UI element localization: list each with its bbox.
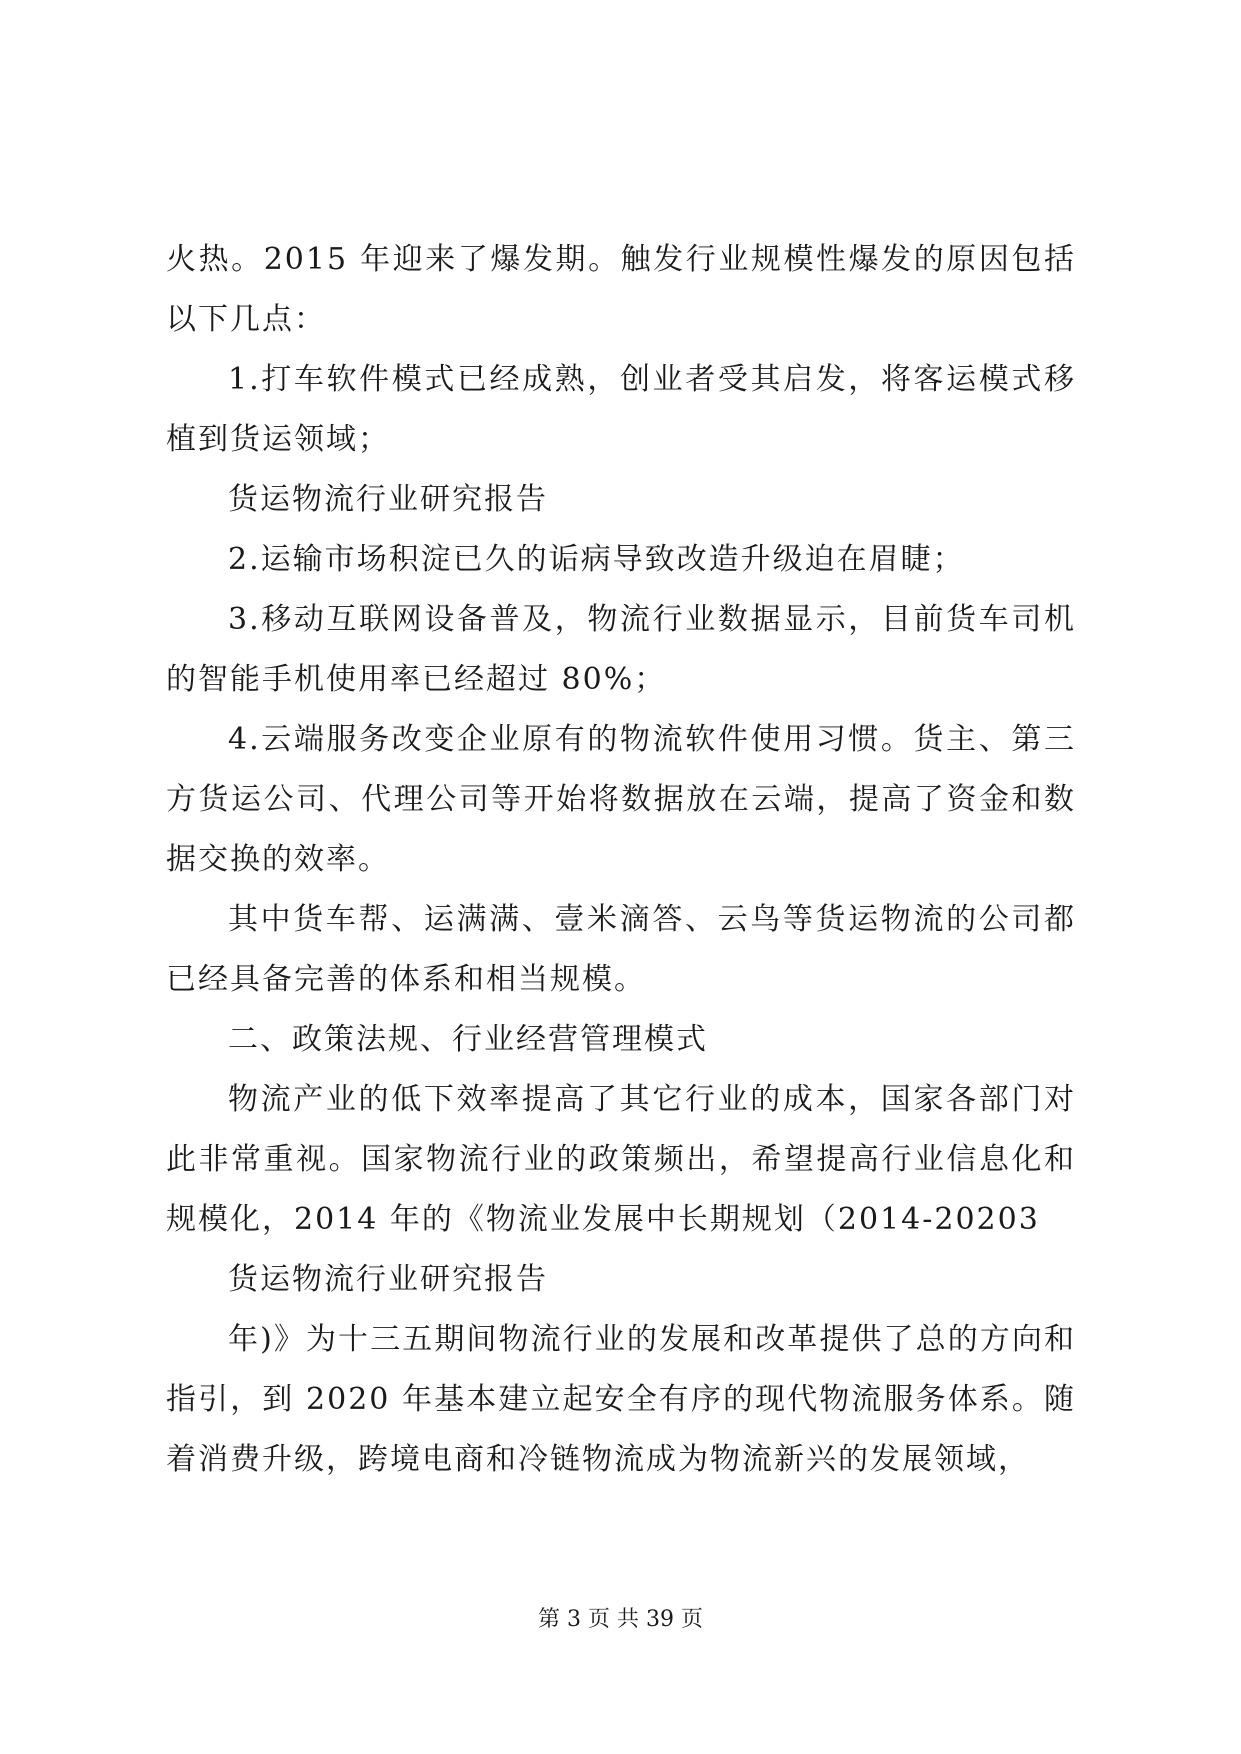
paragraph-2: 1.打车软件模式已经成熟，创业者受其启发，将客运模式移植到货运领域； [166,362,1076,457]
paragraph-7: 物流产业的低下效率提高了其它行业的成本，国家各部门对此非常重视。国家物流行业的政策频出，希望提高行业信息化和规模化，2014 年的《物流业发展中长期规划（2014-20203 [166,1082,1076,1237]
paragraph-1: 火热。2015 年迎来了爆发期。触发行业规模性爆发的原因包括以下几点： [166,242,1076,337]
section-heading: 二、政策法规、行业经营管理模式 [228,1022,708,1057]
document-body [166,230,1076,1490]
paragraph-5: 4.云端服务改变企业原有的物流软件使用习惯。货主、第三方货运公司、代理公司等开始将数据放在云端，提高了资金和数据交换的效率。 [166,722,1076,877]
paragraph-8: 年)》为十三五期间物流行业的发展和改革提供了总的方向和指引，到 2020 年基本建立起安全有序的现代物流服务体系。随着消费升级，跨境电商和冷链物流成为物流新兴的发展领域， [166,1322,1076,1477]
paragraph-3: 2.运输市场积淀已久的诟病导致改造升级迫在眉睫； [228,542,965,577]
paragraph-4: 3.移动互联网设备普及，物流行业数据显示，目前货车司机的智能手机使用率已经超过 80%； [166,602,1076,697]
paragraph-6: 其中货车帮、运满满、壹米滴答、云鸟等货运物流的公司都已经具备完善的体系和相当规模。 [166,902,1076,997]
running-header-1: 货运物流行业研究报告 [228,482,548,517]
running-header-2: 货运物流行业研究报告 [228,1262,548,1297]
page-footer: 第 3 页 共 39 页 [538,1607,703,1632]
